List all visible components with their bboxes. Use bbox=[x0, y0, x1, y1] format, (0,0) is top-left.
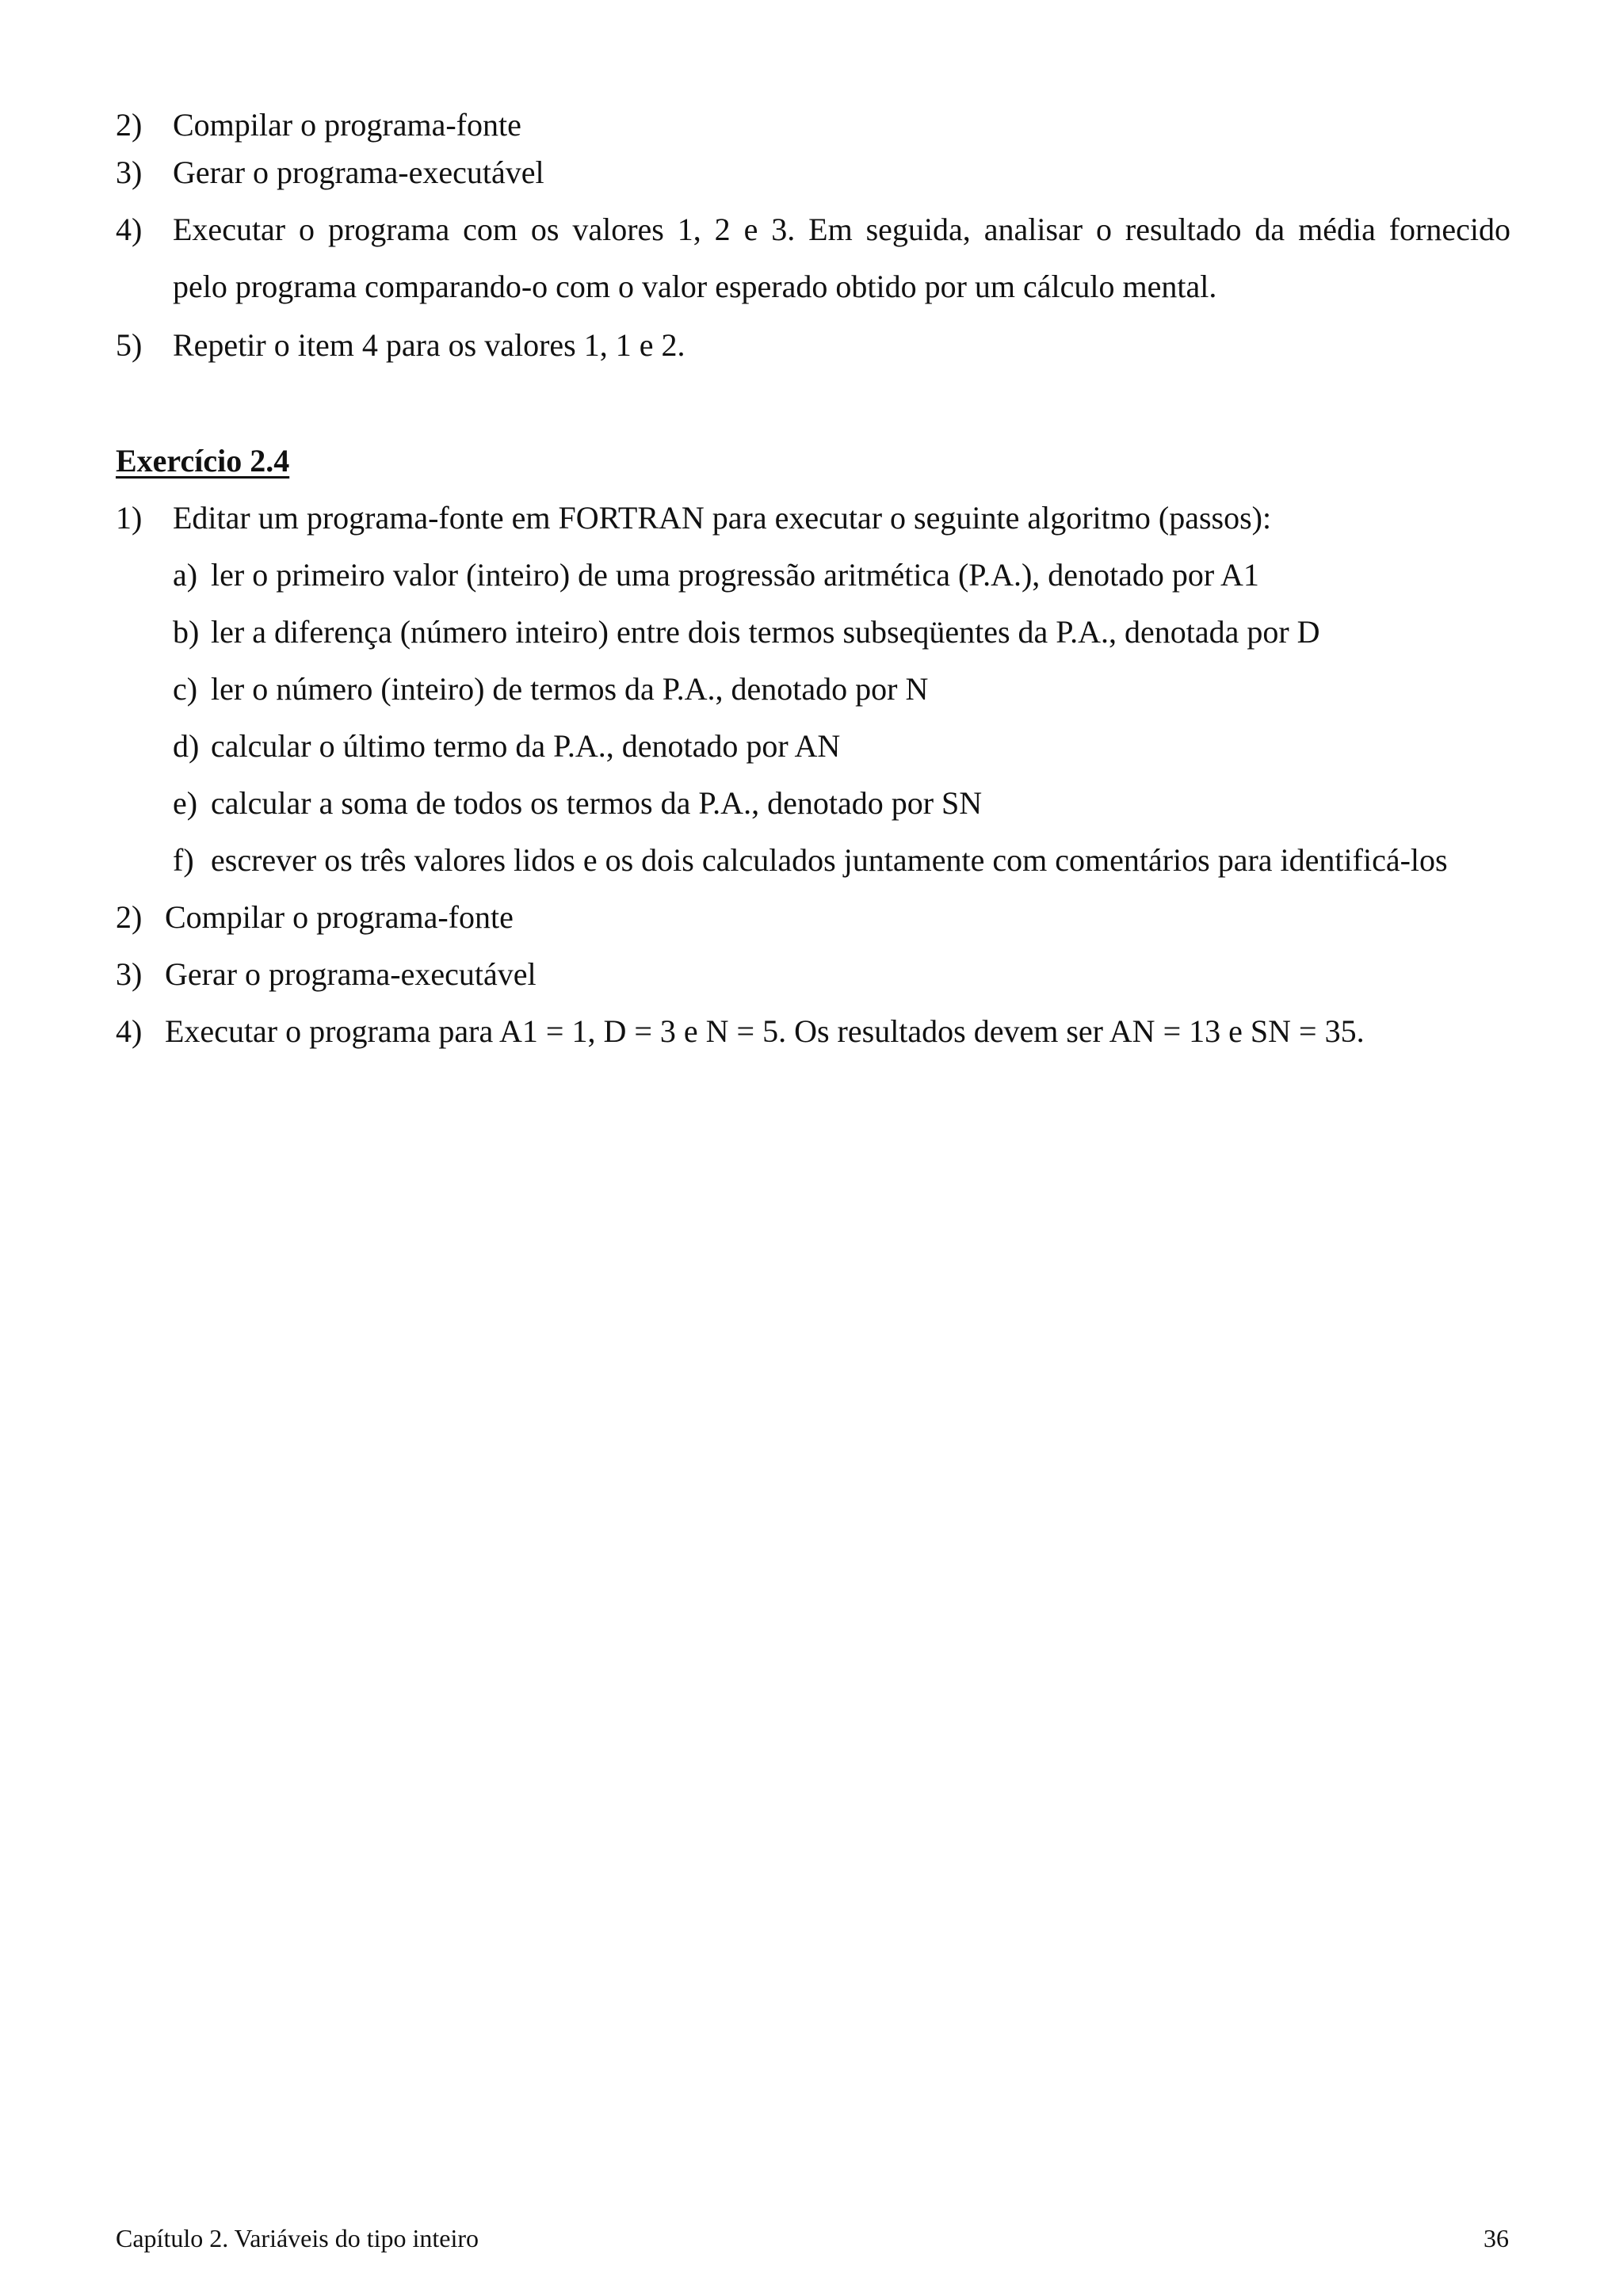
subitem-text: ler o primeiro valor (inteiro) de uma progressão aritmética (P.A.), denotado por A1 bbox=[211, 557, 1259, 593]
subitem-text: ler o número (inteiro) de termos da P.A., denotado por N bbox=[211, 671, 929, 707]
subitem-letter: c) bbox=[173, 671, 198, 707]
list-item-text: Executar o programa com os valores 1, 2 e 3. Em seguida, analisar o resultado da média fornecido bbox=[173, 212, 1510, 247]
list-item-text: Compilar o programa-fonte bbox=[165, 899, 514, 935]
list-item-text: Executar o programa para A1 = 1, D = 3 e N = 5. Os resultados devem ser AN = 13 e SN = 35. bbox=[165, 1013, 1365, 1049]
footer-chapter: Capítulo 2. Variáveis do tipo inteiro bbox=[116, 2224, 479, 2252]
subitem-letter: a) bbox=[173, 557, 198, 593]
subitem-text: ler a diferença (número inteiro) entre dois termos subseqüentes da P.A., denotada por D bbox=[211, 614, 1320, 650]
list-number: 3) bbox=[116, 154, 143, 190]
list-number: 3) bbox=[116, 956, 143, 992]
subitem-letter: b) bbox=[173, 614, 200, 650]
subitem-text: calcular o último termo da P.A., denotado por AN bbox=[211, 728, 841, 764]
list-number: 5) bbox=[116, 327, 143, 363]
exercise-heading: Exercício 2.4 bbox=[116, 443, 290, 479]
list-number: 2) bbox=[116, 107, 143, 143]
list-item-text: Gerar o programa-executável bbox=[165, 956, 537, 992]
footer-page-number: 36 bbox=[1484, 2224, 1509, 2252]
list-item-text: Compilar o programa-fonte bbox=[173, 107, 521, 143]
subitem-text: calcular a soma de todos os termos da P.A., denotado por SN bbox=[211, 785, 983, 821]
subitem-text: escrever os três valores lidos e os dois calculados juntamente com comentários para identificá-los bbox=[211, 842, 1448, 878]
list-number: 1) bbox=[116, 500, 143, 536]
subitem-letter: f) bbox=[173, 842, 194, 878]
list-number: 2) bbox=[116, 899, 143, 935]
list-item-text: Gerar o programa-executável bbox=[173, 154, 544, 190]
subitem-letter: e) bbox=[173, 785, 198, 821]
list-number: 4) bbox=[116, 1013, 143, 1049]
list-item-text: Editar um programa-fonte em FORTRAN para executar o seguinte algoritmo (passos): bbox=[173, 500, 1272, 536]
list-item-text: Repetir o item 4 para os valores 1, 1 e 2. bbox=[173, 327, 685, 363]
list-number: 4) bbox=[116, 212, 143, 247]
list-item-continuation: pelo programa comparando-o com o valor esperado obtido por um cálculo mental. bbox=[173, 269, 1217, 304]
subitem-letter: d) bbox=[173, 728, 200, 764]
